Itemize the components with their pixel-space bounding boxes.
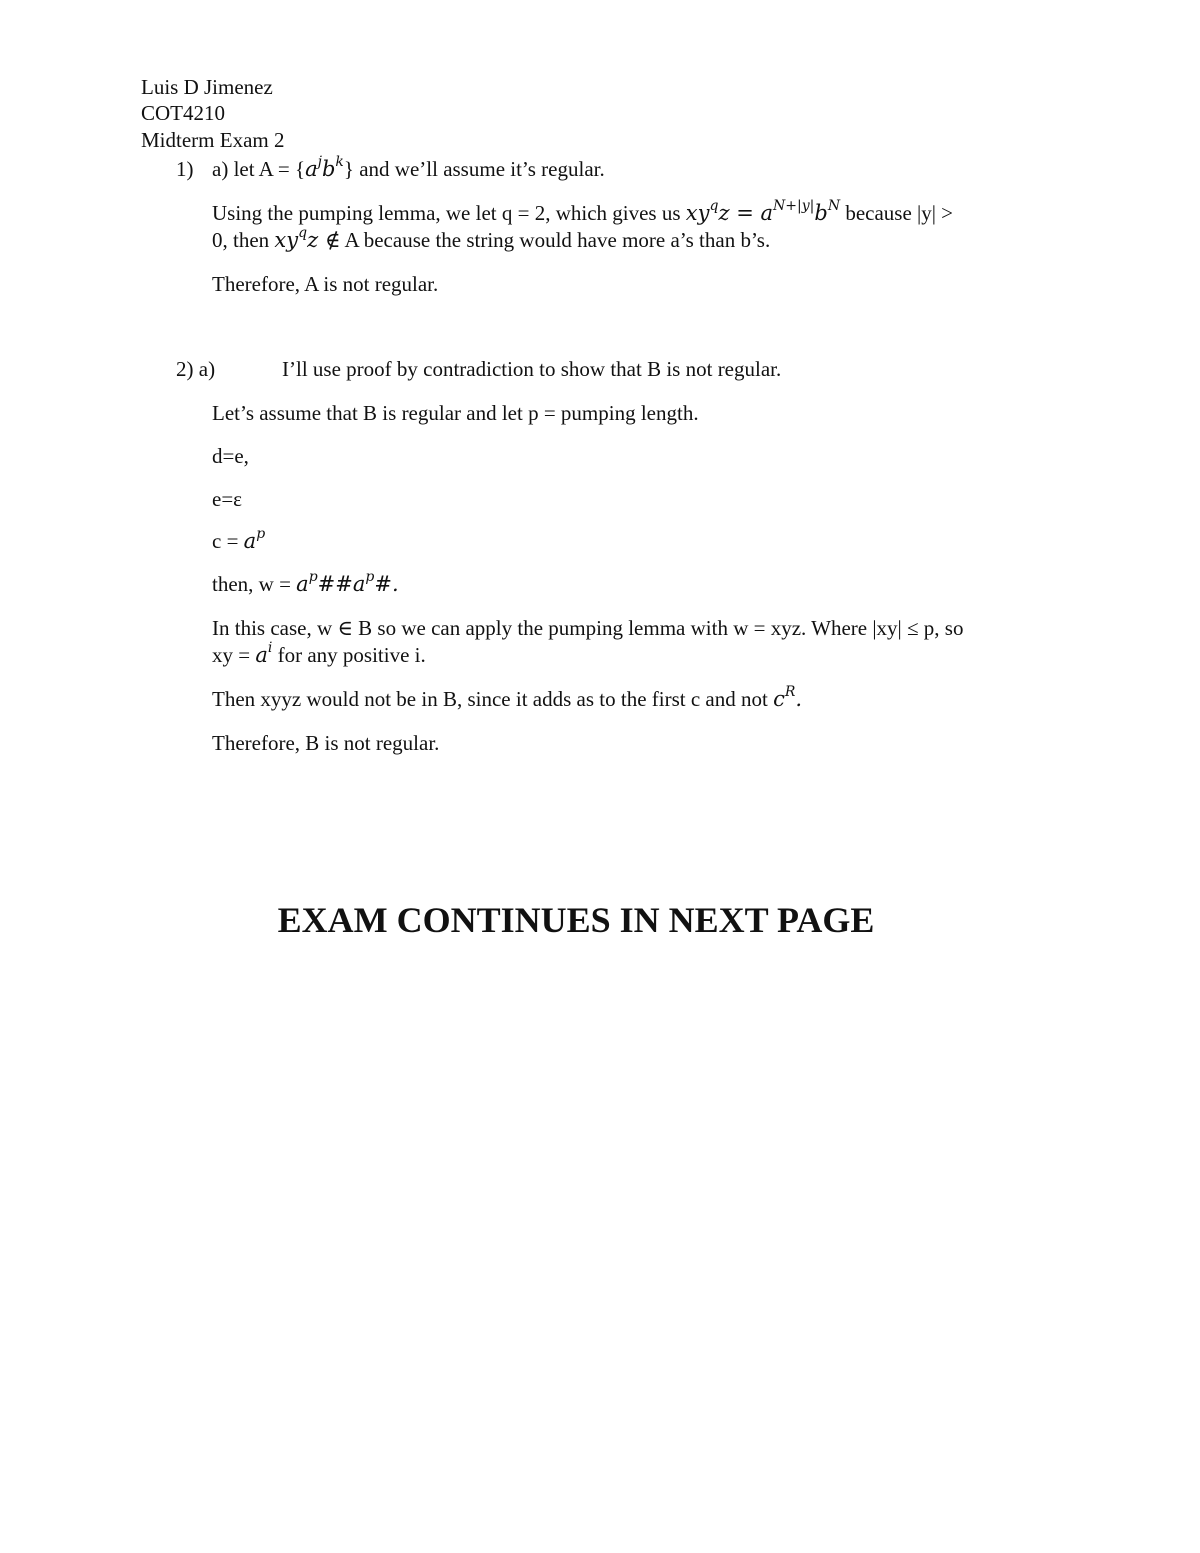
q2-d-definition: d=e, bbox=[212, 444, 249, 468]
q2-c-definition: $c = a^p$ bbox=[212, 526, 266, 553]
q2-label: 2) a) bbox=[176, 357, 216, 381]
author-name: Luis D Jimenez bbox=[141, 75, 273, 99]
q2-case-line-1: In this case, w ∈ B so we can apply the pumping lemma with w = xyz. Where |xy| ≤ p, so bbox=[212, 616, 964, 640]
course-code: COT4210 bbox=[141, 101, 225, 125]
q2-case-line-2: xy = $a^i$ for any positive i. bbox=[212, 640, 426, 667]
q1-proof-line-2: 0, then $xy^qz$ ∉ A because the string would have more a’s than b’s. bbox=[212, 225, 771, 252]
q2-conclusion: Therefore, B is not regular. bbox=[212, 731, 440, 755]
exam-title: Midterm Exam 2 bbox=[141, 128, 285, 152]
q2-e-definition: e=ε bbox=[212, 487, 242, 511]
q2-assumption: Let’s assume that B is regular and let p = pumping length. bbox=[212, 401, 699, 425]
q2-w-definition: then, $w = a^p\#\#a^p\#$. bbox=[212, 569, 399, 596]
q2-then-statement: Then xyyz would not be in B, since it adds as to the first c and not $c^R$. bbox=[212, 684, 803, 711]
q2-intro: I’ll use proof by contradiction to show that B is not regular. bbox=[282, 357, 782, 381]
q1-statement: a) let $A = \{a^jb^k\}$ and we’ll assume it’s regular. bbox=[212, 154, 605, 181]
q1-conclusion: Therefore, A is not regular. bbox=[212, 272, 439, 296]
q1-number: 1) bbox=[176, 157, 194, 181]
q1-proof-line-1: Using the pumping lemma, we let q = 2, which gives us $xy^qz = a^{N+|y|}b^N$ because |y| > bbox=[212, 198, 954, 225]
continuation-banner: EXAM CONTINUES IN NEXT PAGE bbox=[277, 900, 875, 940]
